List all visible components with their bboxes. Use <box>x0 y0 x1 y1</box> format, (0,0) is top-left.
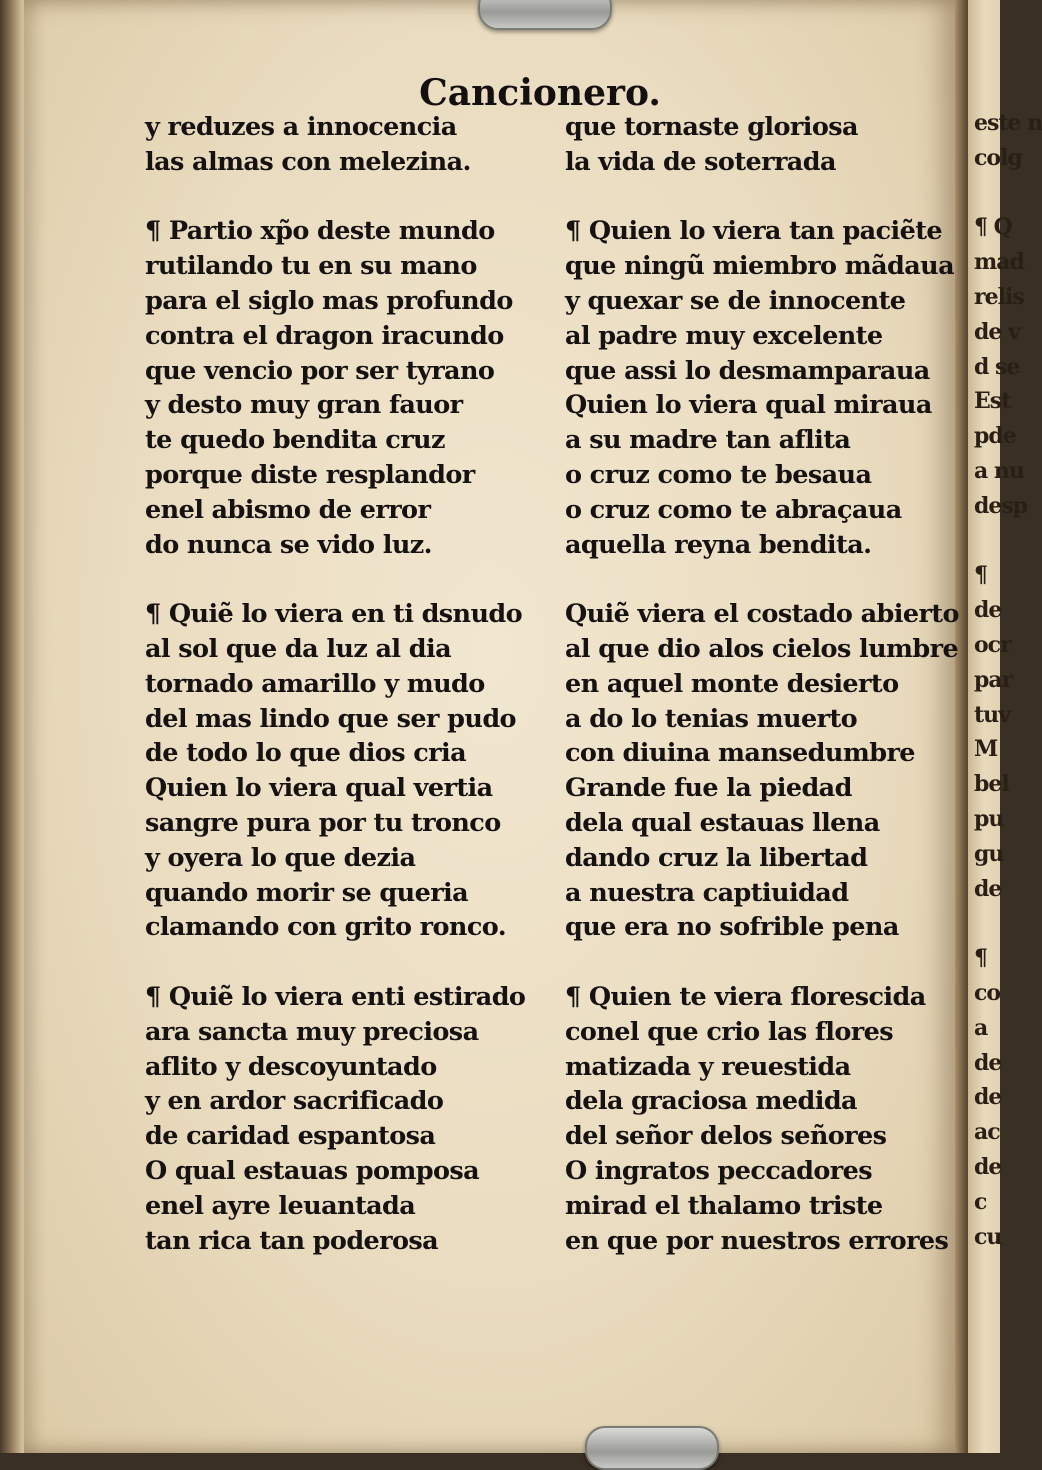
verse-line: ¶ Quiẽ lo viera en ti dsnudo <box>145 599 523 630</box>
verse-line: y desto muy gran fauor <box>145 390 463 421</box>
adjacent-page-fragment: cu <box>974 1223 1002 1250</box>
stanza-gap <box>145 562 555 597</box>
verse-line: y reduzes a innocencia <box>145 112 457 142</box>
verse-line: quando morir se queria <box>145 877 469 908</box>
adjacent-page-fragment: ¶ <box>974 945 987 972</box>
left-column-verses <box>145 110 555 1258</box>
verse-line: dela qual estauas llena <box>565 807 880 838</box>
verse-line: que ningũ miembro mãdaua <box>565 251 955 282</box>
adjacent-page-fragment: a nu <box>974 458 1024 484</box>
verse-line: en que por nuestros errores <box>565 1225 949 1256</box>
stanza-gap <box>565 945 960 980</box>
verse-line: que tornaste gloriosa <box>565 112 858 142</box>
adjacent-page-fragment: de <box>974 1084 1002 1111</box>
verse-line: en aquel monte desierto <box>565 668 899 699</box>
adjacent-page-fragment: mad <box>974 249 1024 276</box>
verse-line: ¶ Quiẽ lo viera enti estirado <box>145 981 526 1012</box>
verse-line: a su madre tan aflita <box>565 425 851 456</box>
verse-line: de caridad espantosa <box>145 1121 436 1152</box>
adjacent-page-fragment: co <box>974 980 1001 1006</box>
adjacent-page-fragment: de <box>974 1049 1002 1076</box>
verse-line: tan rica tan poderosa <box>145 1225 439 1256</box>
verse-line: a do lo tenias muerto <box>565 703 858 734</box>
verse-line: que assi lo desmamparaua <box>565 355 930 386</box>
adjacent-page-fragment: bel <box>974 771 1009 798</box>
stanza-gap <box>565 180 960 215</box>
verse-line: clamando con grito ronco. <box>145 912 507 943</box>
verse-line: al padre muy excelente <box>565 320 883 351</box>
verse-line: dela graciosa medida <box>565 1086 857 1117</box>
verse-line: al que dio alos cielos lumbre <box>565 633 959 664</box>
adjacent-page-fragment: ocr <box>974 632 1011 658</box>
adjacent-page-fragment: Est <box>974 388 1011 415</box>
adjacent-page-fragment: de <box>974 597 1002 624</box>
adjacent-page-fragment: relis <box>974 284 1024 310</box>
verse-line: ¶ Quien lo viera tan paciẽte <box>565 216 943 247</box>
right-column-verses <box>565 110 960 1258</box>
verse-line: ara sancta muy preciosa <box>145 1016 479 1047</box>
verse-line: a nuestra captiuidad <box>565 877 849 908</box>
adjacent-page-fragment: par <box>974 666 1013 693</box>
verse-line: de todo lo que dios cria <box>145 738 467 769</box>
adjacent-page-fragment: pu <box>974 806 1004 832</box>
verse-line: te quedo bendita cruz <box>145 425 445 456</box>
verse-line: Quien lo viera qual vertia <box>145 773 493 804</box>
verse-line: o cruz como te besaua <box>565 459 872 490</box>
verse-line: o cruz como te abraçaua <box>565 494 902 525</box>
verse-line: y en ardor sacrificado <box>145 1086 444 1117</box>
stanza-gap <box>145 945 555 980</box>
verse-line: y quexar se de innocente <box>565 285 906 316</box>
adjacent-page-fragment: de v <box>974 318 1020 345</box>
adjacent-page-fragment: de <box>974 875 1002 902</box>
verse-line: Grande fue la piedad <box>565 773 852 804</box>
verse-line: que era no sofrible pena <box>565 912 899 943</box>
verse-line: aquella reyna bendita. <box>565 529 872 560</box>
verse-line: del mas lindo que ser pudo <box>145 703 516 734</box>
verse-line: tornado amarillo y mudo <box>145 668 485 699</box>
verse-line: mirad el thalamo triste <box>565 1190 883 1221</box>
adjacent-page-fragment: M <box>974 736 998 763</box>
adjacent-page-fragment: gu <box>974 840 1004 867</box>
adjacent-page-edge <box>968 0 1042 1453</box>
verse-line: aflito y descoyuntado <box>145 1051 437 1082</box>
book-clip-bottom <box>585 1426 719 1470</box>
verse-line: enel abismo de error <box>145 494 431 525</box>
adjacent-page-fragment: d se <box>974 353 1020 380</box>
verse-line: al sol que da luz al dia <box>145 633 452 664</box>
adjacent-page-fragment: ¶ <box>974 562 987 589</box>
adjacent-page-fragment: ac <box>974 1119 1000 1146</box>
verse-line: Quiẽ viera el costado abierto <box>565 599 959 630</box>
verse-line: conel que crio las flores <box>565 1016 893 1047</box>
verse-line: rutilando tu en su mano <box>145 251 477 282</box>
verse-line: la vida de soterrada <box>565 146 836 177</box>
adjacent-page-fragment: este n <box>974 110 1042 136</box>
verse-line: las almas con melezina. <box>145 146 471 177</box>
verse-line: con diuina mansedumbre <box>565 738 915 769</box>
adjacent-page-fragment: desp <box>974 492 1028 519</box>
verse-line: ¶ Partio xp̃o deste mundo <box>145 216 495 247</box>
verse-line: contra el dragon iracundo <box>145 320 504 351</box>
verse-line: O ingratos peccadores <box>565 1155 873 1186</box>
verse-line: O qual estauas pomposa <box>145 1155 480 1186</box>
verse-line: y oyera lo que dezia <box>145 842 416 873</box>
verse-line: ¶ Quien te viera florescida <box>565 981 926 1012</box>
running-title: Cancionero. <box>419 72 661 114</box>
verse-line: del señor delos señores <box>565 1121 887 1152</box>
verse-line: do nunca se vido luz. <box>145 529 432 560</box>
verse-line: sangre pura por tu tronco <box>145 807 501 838</box>
verse-line: que vencio por ser tyrano <box>145 355 495 386</box>
adjacent-page-fragment: de <box>974 1154 1002 1180</box>
verse-line: para el siglo mas profundo <box>145 285 513 316</box>
book-clip-top <box>478 0 612 30</box>
stanza-gap <box>565 562 960 597</box>
stanza-gap <box>145 180 555 215</box>
running-header <box>0 72 1000 114</box>
verse-line: Quien lo viera qual miraua <box>565 390 932 421</box>
adjacent-page-fragment: c <box>974 1188 987 1215</box>
adjacent-page-fragment: pde <box>974 423 1016 450</box>
adjacent-page-fragment: colg <box>974 144 1022 171</box>
adjacent-page-fragment: tuv <box>974 701 1010 728</box>
verse-line: porque diste resplandor <box>145 459 475 490</box>
verse-line: enel ayre leuantada <box>145 1190 416 1221</box>
verse-line: matizada y reuestida <box>565 1051 851 1082</box>
verse-line: dando cruz la libertad <box>565 842 868 873</box>
adjacent-page-fragment: a <box>974 1014 988 1041</box>
adjacent-page-fragment: ¶ Q <box>974 214 1012 241</box>
